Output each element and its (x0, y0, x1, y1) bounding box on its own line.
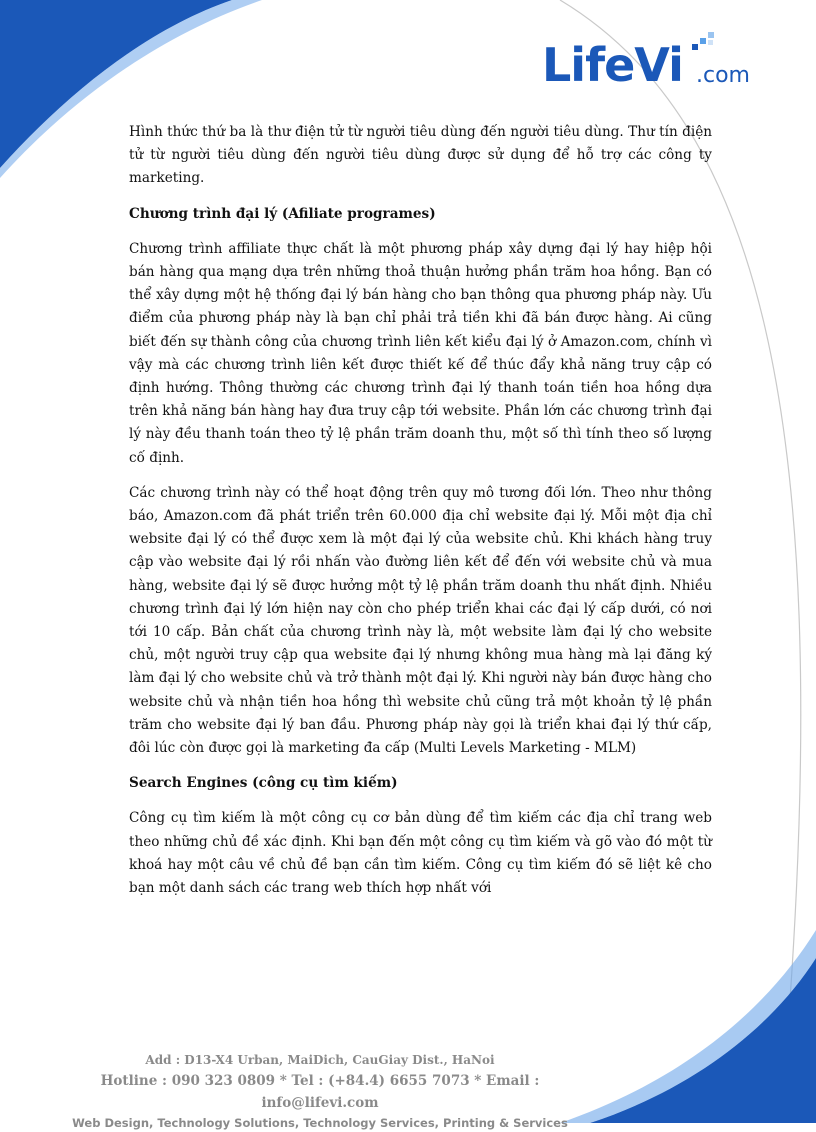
affiliate-paragraph-1: Chương trình affiliate thực chất là một phương pháp xây dựng đại lý hay hiệp hội bán hàng qua mạng dựa trên những thoả thuận hưởng phần trăm hoa hồng. Bạn có thể xây dựng một hệ thống đại lý bán hàng cho bạn thông qua phương pháp này. Ưu điểm của phương pháp này là bạn chỉ phải trả tiền khi đã bán được hàng. Ai cũng biết đến sự thành công của chương trình liên kết kiểu đại lý ở Amazon.com, chính vì vậy mà các chương trình liên kết được thiết kế để thúc đẩy khả năng truy cập có định hướng. Thông thường các chương trình đại lý thanh toán tiền hoa hồng dựa trên khả năng bán hàng hay đưa truy cập tới website. Phần lớn các chương trình đại lý này đều thanh toán theo tỷ lệ phần trăm doanh thu, một số thì tính theo số lượng cố định. (129, 240, 712, 466)
affiliate-heading: Chương trình đại lý (Afiliate programes) (129, 205, 436, 222)
logo-pixel-icon (692, 30, 722, 60)
footer-address: Add : D13-X4 Urban, MaiDich, CauGiay Dist., HaNoi (145, 1053, 495, 1067)
footer-contact: Hotline : 090 323 0809 * Tel : (+84.4) 6655 7073 * Email : info@lifevi.com (100, 1073, 540, 1111)
logo-domain-suffix: .com (696, 63, 750, 88)
logo-text: LifeVi (542, 38, 683, 92)
footer-services: Web Design, Technology Solutions, Technology Services, Printing & Services (72, 1116, 568, 1130)
intro-paragraph: Hình thức thứ ba là thư điện tử từ người tiêu dùng đến người tiêu dùng. Thư tín điện tử từ người tiêu dùng đến người tiêu dùng được sử dụng để hỗ trợ các công ty marketing. (129, 124, 712, 187)
document-body (129, 121, 712, 912)
search-engines-paragraph: Công cụ tìm kiếm là một công cụ cơ bản dùng để tìm kiếm các địa chỉ trang web theo những chủ đề xác định. Khi bạn đến một công cụ tìm kiếm và gõ vào đó một từ khoá hay một câu về chủ đề bạn cần tìm kiếm. Công cụ tìm kiếm đó sẽ liệt kê cho bạn một danh sách các trang web thích hợp nhất với (129, 810, 712, 897)
page-footer (50, 1050, 590, 1132)
affiliate-paragraph-2: Các chương trình này có thể hoạt động trên quy mô tương đối lớn. Theo như thông báo, Amazon.com đã phát triển trên 60.000 địa chỉ website đại lý. Mỗi một địa chỉ website đại lý có thể được xem là một đại lý của website chủ. Khi khách hàng truy cập vào website đại lý rồi nhấn vào đường liên kết để đến với website chủ và mua hàng, website đại lý sẽ được hưởng một tỷ lệ phần trăm doanh thu nhất định. Nhiều chương trình đại lý lớn hiện nay còn cho phép triển khai các đại lý cấp dưới, có nơi tới 10 cấp. Bản chất của chương trình này là, một website làm đại lý cho website chủ, một người truy cập qua website đại lý nhưng không mua hàng mà lại đăng ký làm đại lý cho website chủ và trở thành một đại lý. Khi người này bán được hàng cho website chủ và nhận tiền hoa hồng thì website chủ cũng trả một khoản tỷ lệ phần trăm cho website đại lý ban đầu. Phương pháp này gọi là triển khai đại lý thứ cấp, đôi lúc còn được gọi là marketing đa cấp (Multi Levels Marketing - MLM) (129, 484, 712, 757)
search-engines-heading: Search Engines (công cụ tìm kiếm) (129, 775, 398, 792)
